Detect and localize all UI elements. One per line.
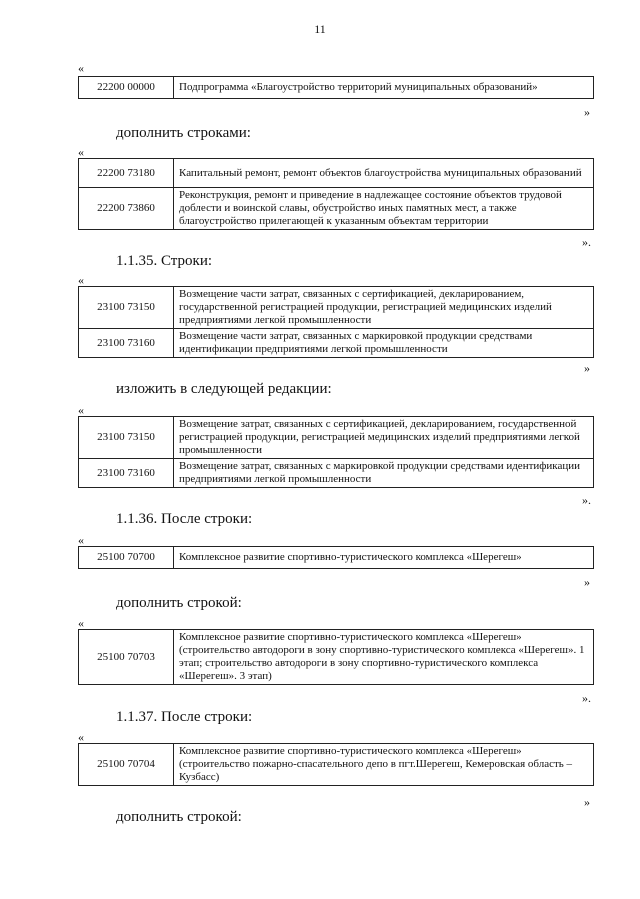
close-quote: ». xyxy=(582,235,591,249)
row-text: Возмещение затрат, связанных с сертификацией, декларированием, государственной регистрацией продукции, регистрацией медицинских изделий предприятиями легкой промышленности xyxy=(174,417,594,459)
section-heading: 1.1.37. После строки: xyxy=(116,709,253,725)
open-quote: « xyxy=(78,273,84,287)
code-table xyxy=(78,286,594,358)
section-heading: 1.1.35. Строки: xyxy=(116,253,213,269)
code-table xyxy=(78,546,594,569)
table-row xyxy=(79,159,594,188)
row-code: 22200 73180 xyxy=(79,159,174,188)
close-quote: ». xyxy=(582,493,591,507)
row-code: 22200 00000 xyxy=(79,77,174,99)
close-quote: » xyxy=(584,575,590,589)
table-row xyxy=(79,417,594,459)
row-code: 23100 73150 xyxy=(79,287,174,329)
code-table xyxy=(78,743,594,786)
table-row xyxy=(79,744,594,786)
section-heading: дополнить строкой: xyxy=(116,809,242,825)
section-heading: дополнить строкой: xyxy=(116,595,242,611)
section-heading: 1.1.36. После строки: xyxy=(116,511,253,527)
row-text: Возмещение части затрат, связанных с маркировкой продукции средствами идентификации предприятиями легкой промышленности xyxy=(174,329,594,358)
row-text: Комплексное развитие спортивно-туристического комплекса «Шерегеш» (строительство автодороги в зону спортивно-туристического комплекса «Шерегеш». 1 этап; строительство автодороги в зону спортивно-туристического комплекса «Шерегеш». 3 этап) xyxy=(174,630,594,685)
table-row xyxy=(79,77,594,99)
table-row xyxy=(79,329,594,358)
open-quote: « xyxy=(78,616,84,630)
row-code: 22200 73860 xyxy=(79,188,174,230)
open-quote: « xyxy=(78,145,84,159)
code-table xyxy=(78,629,594,685)
row-code: 25100 70703 xyxy=(79,630,174,685)
row-text: Капитальный ремонт, ремонт объектов благоустройства муниципальных образований xyxy=(174,159,594,188)
row-code: 25100 70704 xyxy=(79,744,174,786)
row-text: Реконструкция, ремонт и приведение в надлежащее состояние объектов трудовой доблести и воинской славы, обустройство иных памятных мест, а также благоустройство прилегающей к указанным объектам территории xyxy=(174,188,594,230)
open-quote: « xyxy=(78,730,84,744)
close-quote: ». xyxy=(582,691,591,705)
row-text: Подпрограмма «Благоустройство территорий муниципальных образований» xyxy=(174,77,594,99)
page-number: 11 xyxy=(314,22,326,36)
table-row xyxy=(79,188,594,230)
row-code: 23100 73150 xyxy=(79,417,174,459)
code-table xyxy=(78,158,594,230)
table-row xyxy=(79,630,594,685)
open-quote: « xyxy=(78,533,84,547)
row-text: Возмещение части затрат, связанных с сертификацией, декларированием, государственной регистрацией продукции, регистрацией медицинских изделий предприятиями легкой промышленности xyxy=(174,287,594,329)
row-code: 23100 73160 xyxy=(79,329,174,358)
row-code: 23100 73160 xyxy=(79,459,174,488)
code-table xyxy=(78,416,594,488)
close-quote: » xyxy=(584,361,590,375)
table-row xyxy=(79,459,594,488)
table-row xyxy=(79,287,594,329)
row-text: Комплексное развитие спортивно-туристического комплекса «Шерегеш» (строительство пожарно-спасательного депо в пгт.Шерегеш, Кемеровская область – Кузбасс) xyxy=(174,744,594,786)
close-quote: » xyxy=(584,795,590,809)
code-table xyxy=(78,76,594,99)
close-quote: » xyxy=(584,105,590,119)
open-quote: « xyxy=(78,61,84,75)
row-text: Возмещение затрат, связанных с маркировкой продукции средствами идентификации предприятиями легкой промышленности xyxy=(174,459,594,488)
section-heading: дополнить строками: xyxy=(116,125,251,141)
row-text: Комплексное развитие спортивно-туристического комплекса «Шерегеш» xyxy=(174,547,594,569)
row-code: 25100 70700 xyxy=(79,547,174,569)
table-row xyxy=(79,547,594,569)
section-heading: изложить в следующей редакции: xyxy=(116,381,332,397)
open-quote: « xyxy=(78,403,84,417)
